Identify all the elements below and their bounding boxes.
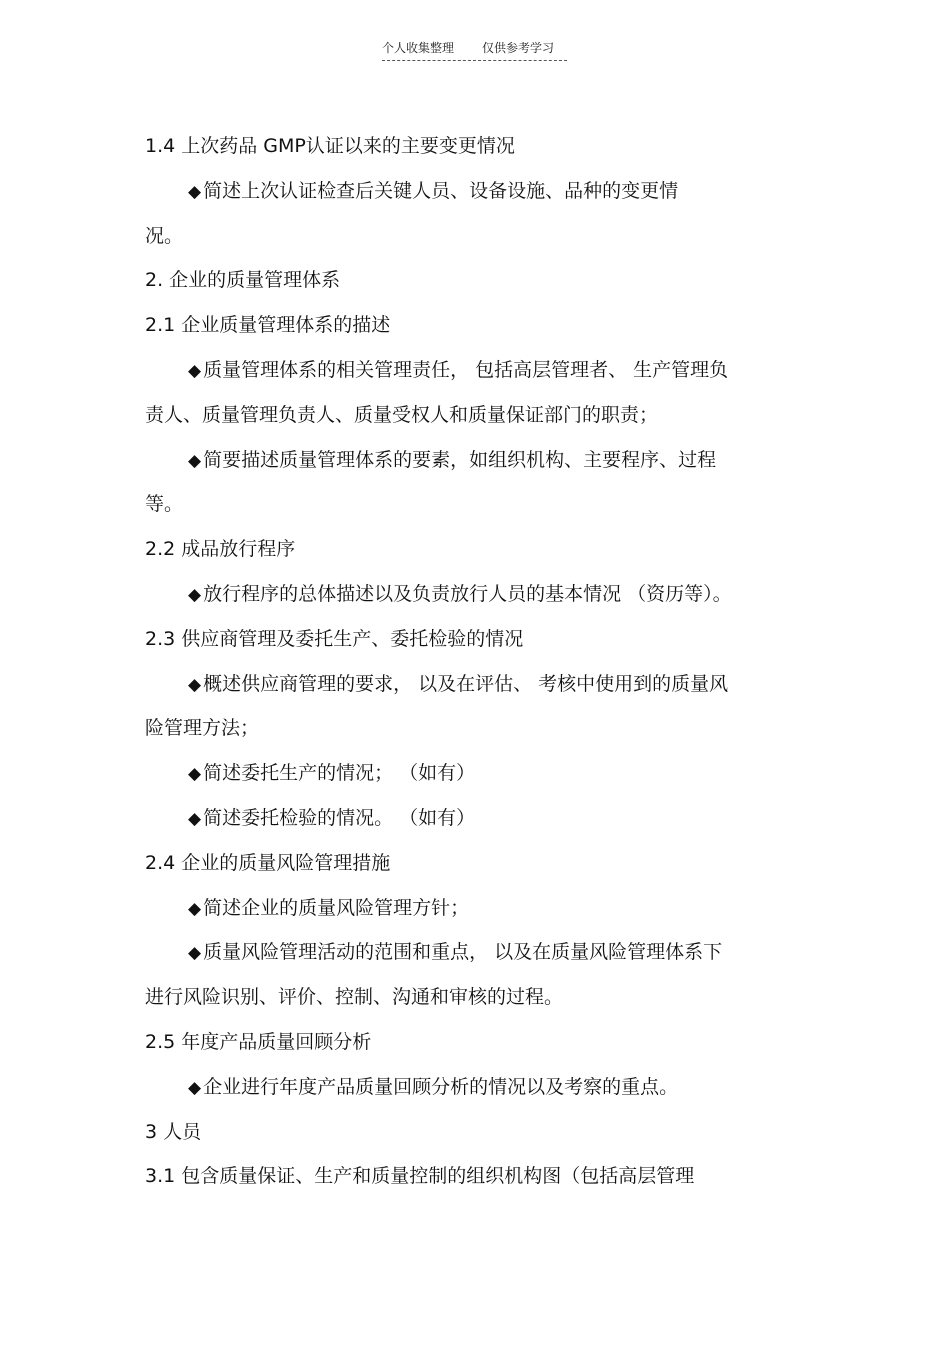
- section-heading: [145, 624, 523, 654]
- line-text: 3.1 包含质量保证、生产和质量控制的组织机构图（包括高层管理: [145, 1165, 695, 1187]
- bullet-paragraph: [188, 355, 728, 385]
- line-text: 简要描述质量管理体系的要素，如组织机构、主要程序、过程: [203, 449, 717, 471]
- bullet-paragraph: [188, 579, 732, 609]
- line-text: 险管理方法；: [145, 717, 260, 739]
- bullet-diamond-icon: ◆: [188, 361, 202, 381]
- section-heading: [145, 534, 295, 564]
- bullet-paragraph: [188, 176, 678, 206]
- bullet-diamond-icon: ◆: [188, 943, 202, 963]
- paragraph-continuation: [145, 489, 183, 519]
- bullet-diamond-icon: ◆: [188, 764, 202, 784]
- bullet-diamond-icon: ◆: [188, 182, 202, 202]
- line-text: 2.4 企业的质量风险管理措施: [145, 852, 391, 874]
- line-text: 2. 企业的质量管理体系: [145, 269, 341, 291]
- bullet-paragraph: [188, 445, 716, 475]
- line-text: 简述企业的质量风险管理方针；: [203, 897, 470, 919]
- line-text: 放行程序的总体描述以及负责放行人员的基本情况 （资历等）。: [203, 583, 732, 605]
- section-heading: [145, 1027, 371, 1057]
- line-text: 况。: [145, 225, 184, 247]
- section-heading: [145, 1161, 694, 1191]
- bullet-diamond-icon: ◆: [188, 675, 202, 695]
- line-text: 2.2 成品放行程序: [145, 538, 296, 560]
- header-right-text: 仅供参考学习: [482, 41, 555, 55]
- bullet-paragraph: [188, 937, 722, 967]
- line-text: 3 人员: [145, 1121, 202, 1143]
- section-heading: [145, 265, 340, 295]
- line-text: 质量风险管理活动的范围和重点， 以及在质量风险管理体系下: [203, 941, 723, 963]
- bullet-diamond-icon: ◆: [188, 1078, 202, 1098]
- line-text: 质量管理体系的相关管理责任， 包括高层管理者、 生产管理负: [203, 359, 729, 381]
- line-text: 简述委托生产的情况； （如有）: [203, 762, 476, 784]
- bullet-diamond-icon: ◆: [188, 585, 202, 605]
- line-text: 2.5 年度产品质量回顾分析: [145, 1031, 372, 1053]
- line-text: 等。: [145, 493, 184, 515]
- bullet-paragraph: [188, 803, 475, 833]
- line-text: 2.1 企业质量管理体系的描述: [145, 314, 391, 336]
- line-text: 1.4 上次药品 GMP认证以来的主要变更情况: [145, 135, 515, 157]
- line-text: 责人、质量管理负责人、质量受权人和质量保证部门的职责；: [145, 404, 659, 426]
- paragraph-continuation: [145, 221, 183, 251]
- bullet-paragraph: [188, 669, 728, 699]
- page-header: [382, 40, 567, 61]
- section-heading: [145, 310, 390, 340]
- section-heading: [145, 848, 390, 878]
- paragraph-continuation: [145, 982, 563, 1012]
- line-text: 企业进行年度产品质量回顾分析的情况以及考察的重点。: [203, 1076, 679, 1098]
- header-left-text: 个人收集整理: [382, 41, 455, 55]
- bullet-paragraph: [188, 758, 475, 788]
- bullet-diamond-icon: ◆: [188, 899, 202, 919]
- line-text: 简述委托检验的情况。 （如有）: [203, 807, 476, 829]
- line-text: 2.3 供应商管理及委托生产、委托检验的情况: [145, 628, 524, 650]
- bullet-paragraph: [188, 1072, 678, 1102]
- line-text: 简述上次认证检查后关键人员、设备设施、品种的变更情: [203, 180, 679, 202]
- paragraph-continuation: [145, 400, 658, 430]
- bullet-diamond-icon: ◆: [188, 451, 202, 471]
- paragraph-continuation: [145, 713, 259, 743]
- bullet-paragraph: [188, 893, 469, 923]
- bullet-diamond-icon: ◆: [188, 809, 202, 829]
- section-heading: [145, 1117, 201, 1147]
- line-text: 进行风险识别、评价、控制、沟通和审核的过程。: [145, 986, 564, 1008]
- line-text: 概述供应商管理的要求， 以及在评估、 考核中使用到的质量风: [203, 673, 729, 695]
- section-heading: [145, 131, 515, 161]
